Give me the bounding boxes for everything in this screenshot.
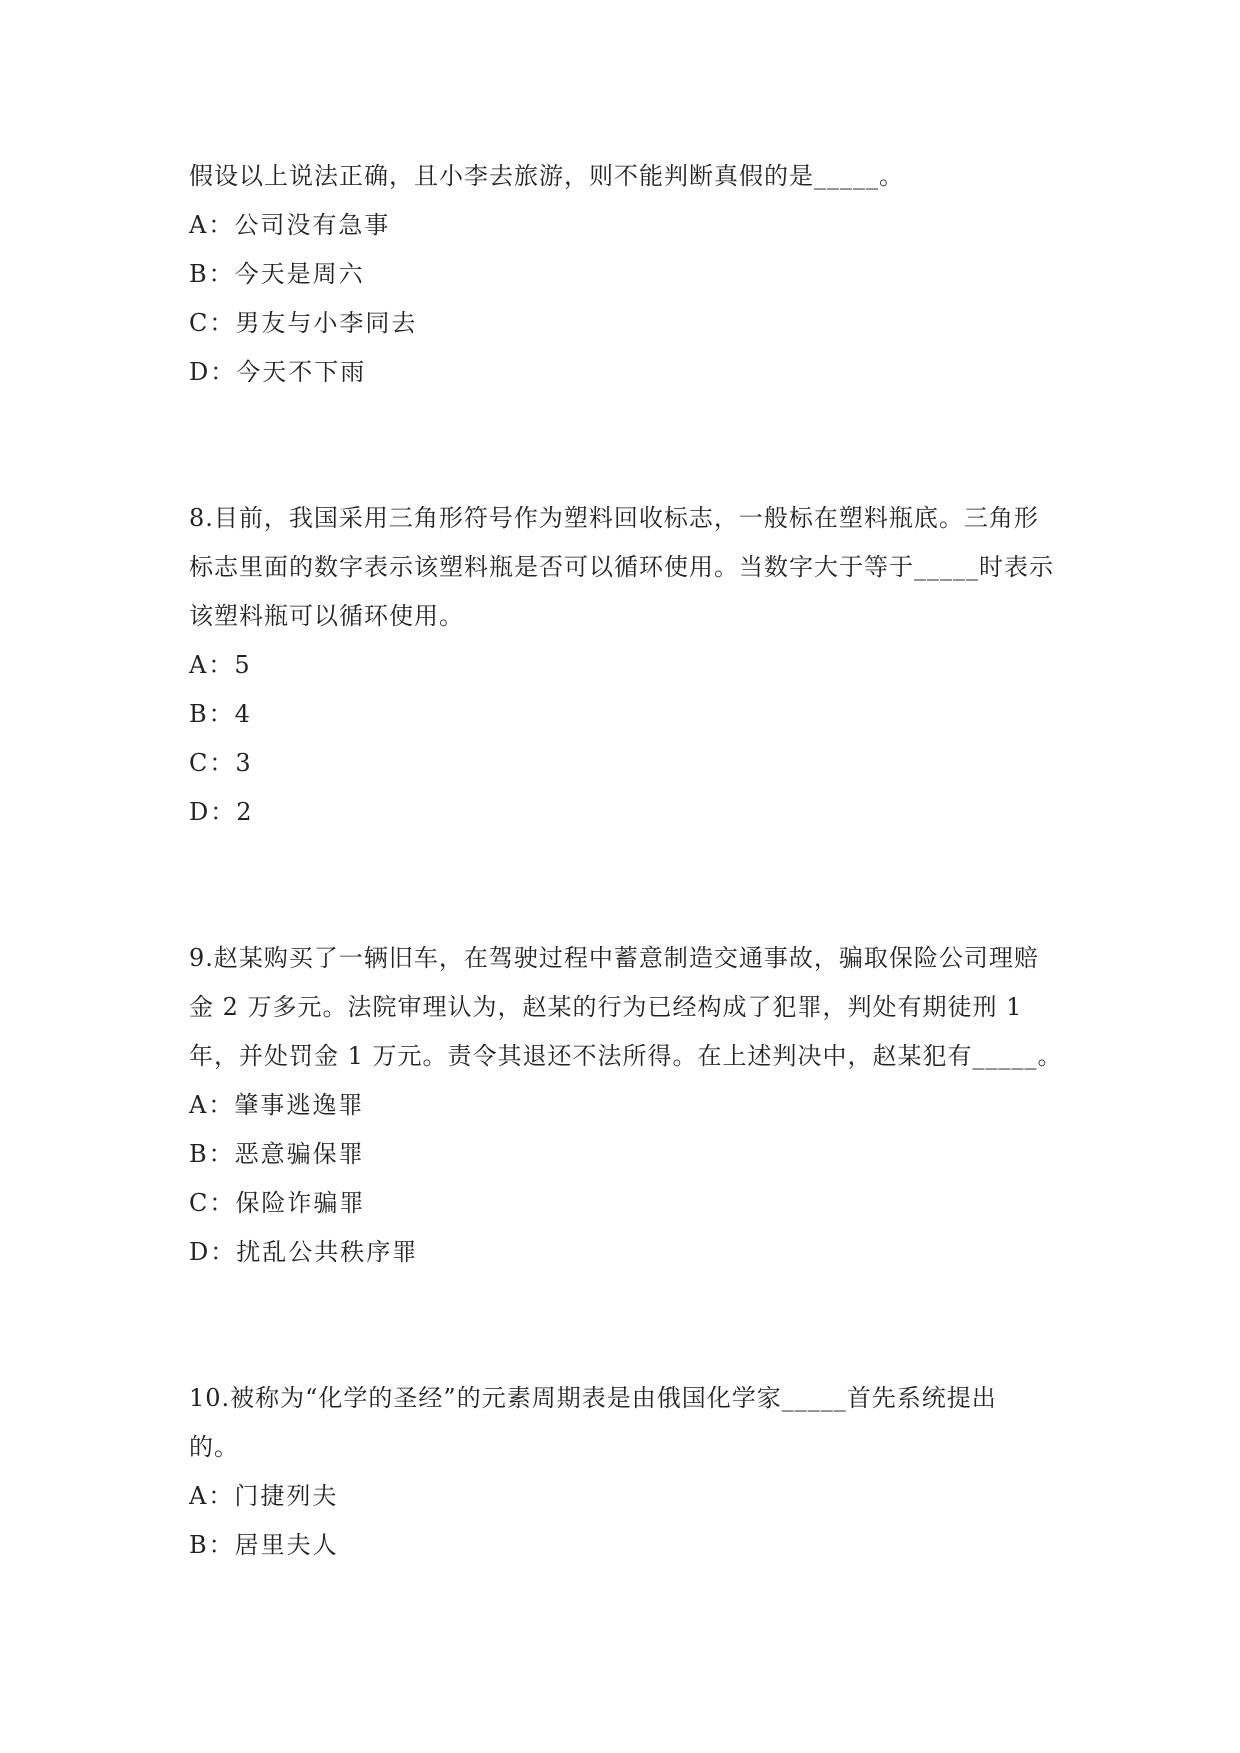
question-8-option-c: C：3: [189, 749, 253, 777]
question-10-stem-line-2: 的。: [189, 1433, 239, 1461]
question-10-option-b: B：居里夫人: [189, 1531, 339, 1559]
question-7-option-c: C：男友与小李同去: [189, 309, 418, 337]
question-9-option-d: D：扰乱公共秩序罪: [189, 1238, 419, 1266]
question-7-stem-line-1: 假设以上说法正确，且小李去旅游，则不能判断真假的是_____。: [189, 162, 904, 190]
question-9-stem-line-2: 金 2 万多元。法院审理认为，赵某的行为已经构成了犯罪，判处有期徒刑 1: [189, 993, 1023, 1021]
question-10-option-a: A：门捷列夫: [189, 1482, 339, 1510]
question-10-stem-line-1: 10.被称为“化学的圣经”的元素周期表是由俄国化学家_____首先系统提出: [189, 1384, 997, 1412]
question-9-option-b: B：恶意骗保罪: [189, 1140, 365, 1168]
question-9-option-c: C：保险诈骗罪: [189, 1189, 366, 1217]
question-8-stem-line-1: 8.目前，我国采用三角形符号作为塑料回收标志，一般标在塑料瓶底。三角形: [189, 504, 1039, 532]
question-7-option-a: A：公司没有急事: [189, 211, 391, 239]
question-7-option-d: D：今天不下雨: [189, 358, 367, 386]
question-8-option-b: B：4: [189, 700, 252, 728]
question-7-option-b: B：今天是周六: [189, 260, 365, 288]
question-8-stem-line-3: 该塑料瓶可以循环使用。: [189, 602, 464, 630]
question-8-stem-line-2: 标志里面的数字表示该塑料瓶是否可以循环使用。当数字大于等于_____时表示: [189, 553, 1054, 581]
question-9-option-a: A：肇事逃逸罪: [189, 1091, 365, 1119]
question-8-option-a: A：5: [189, 651, 252, 679]
question-9-stem-line-1: 9.赵某购买了一辆旧车，在驾驶过程中蓄意制造交通事故，骗取保险公司理赔: [189, 944, 1039, 972]
question-9-stem-line-3: 年，并处罚金 1 万元。责令其退还不法所得。在上述判决中，赵某犯有_____。: [189, 1042, 1063, 1070]
question-8-option-d: D：2: [189, 798, 254, 826]
